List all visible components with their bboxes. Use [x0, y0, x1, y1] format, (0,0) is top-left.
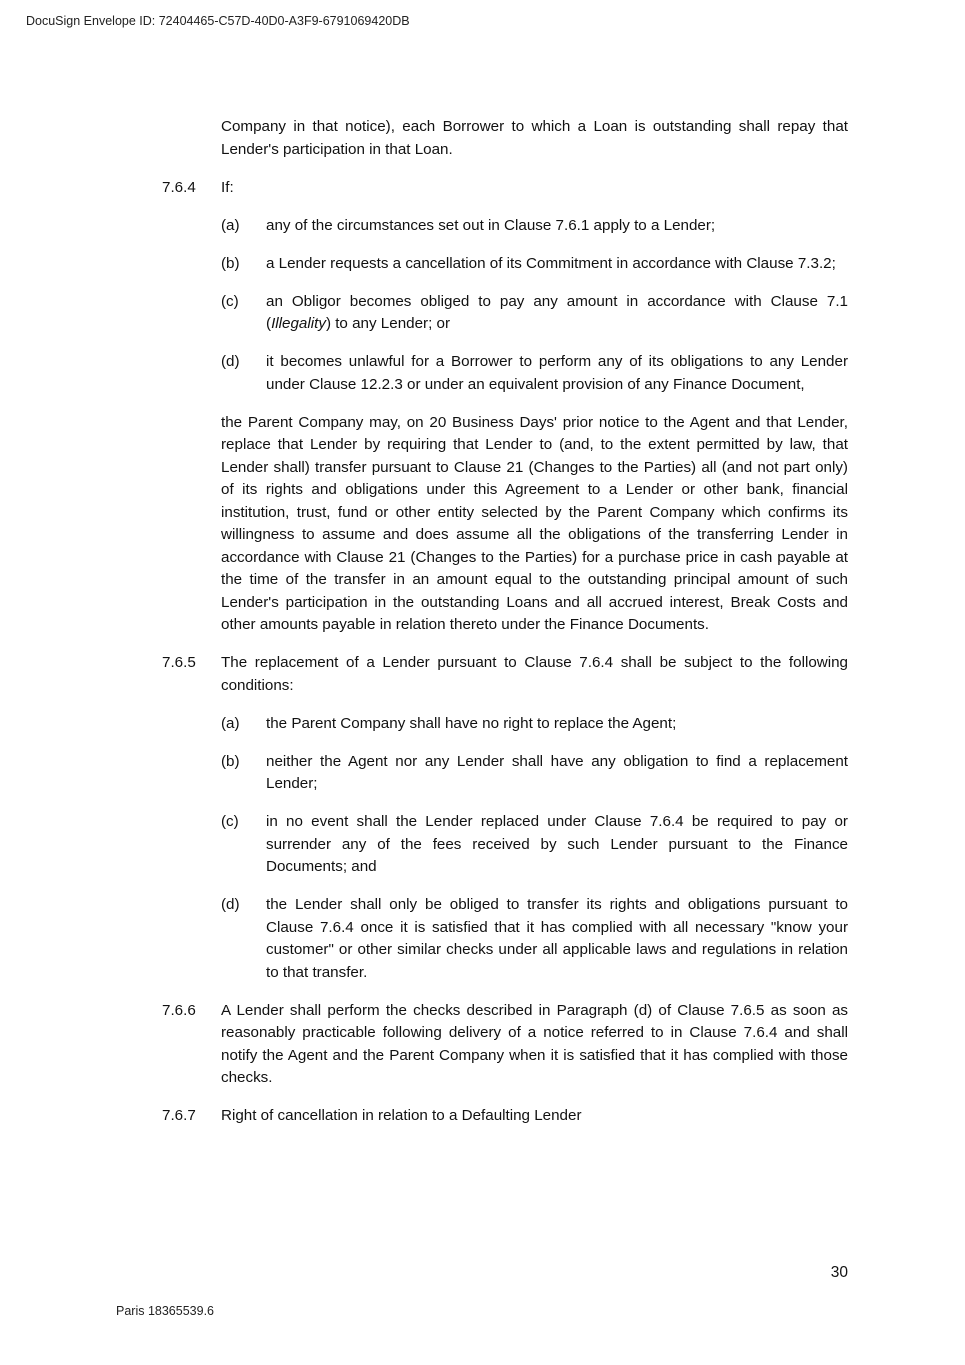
clause-number: 7.6.5: [162, 654, 196, 671]
list-item-d: [221, 351, 848, 396]
clause-intro: If:: [221, 178, 234, 196]
item-label: (c): [221, 292, 239, 310]
item-text: the Parent Company shall have no right to replace the Agent;: [266, 714, 677, 732]
list-item-c: [221, 811, 848, 879]
item-label: (d): [221, 896, 240, 913]
document-body: [162, 116, 848, 1128]
list-item-a: [221, 215, 848, 238]
item-label: (a): [221, 216, 240, 234]
item-text: it becomes unlawful for a Borrower to perform any of its obligations to any Lender under Clause 12.2.3 or under an equivalent provision of any Finance Document,: [266, 353, 848, 393]
clause-7-6-6: [162, 1000, 848, 1090]
list-item-c: [221, 291, 848, 336]
list-item-b: [221, 751, 848, 796]
item-label: (a): [221, 714, 240, 732]
document-reference: Paris 18365539.6: [116, 1304, 214, 1318]
item-text: in no event shall the Lender replaced under Clause 7.6.4 be required to pay or surrender any of the fees received by such Lender pursuant to the Finance Documents; and: [266, 813, 848, 875]
item-text-emphasis: Illegality: [271, 315, 326, 332]
clause-text: A Lender shall perform the checks described in Paragraph (d) of Clause 7.6.5 as soon as reasonably practicable following delivery of a notice referred to in Clause 7.6.4 and shall notify the Agent and the Parent Company when it is satisfied that it has complied with those checks.: [221, 1001, 848, 1086]
item-text-pre: an Obligor becomes obliged to pay any amount in accordance with Clause 7.1 (: [266, 292, 848, 332]
item-text-post: ) to any Lender; or: [325, 315, 451, 332]
item-text: neither the Agent nor any Lender shall have any obligation to find a replacement Lender;: [266, 752, 848, 792]
item-text: [266, 291, 848, 336]
clause-7-6-4-tail: the Parent Company may, on 20 Business Days' prior notice to the Agent and that Lender, replace that Lender by requiring that Lender to (and, to the extent permitted by law, that Lender shall) transfer pursuant to Clause 21 (Changes to the Parties) all (and not part only) of its rights and obligations under this Agreement to a Lender or other bank, financial institution, trust, fund or other entity selected by the Parent Company which confirms its willingness to assume and does assume all the obligations of the transferring Lender in accordance with Clause 21 (Changes to the Parties) for a purchase price in cash payable at the time of the transfer in an amount equal to the outstanding principal amount of such Lender's participation in the outstanding Loans and all accrued interest, Break Costs and other amounts payable in relation thereto under the Finance Documents.: [221, 413, 848, 633]
item-label: (d): [221, 353, 240, 370]
item-text: a Lender requests a cancellation of its Commitment in accordance with Clause 7.3.2;: [266, 254, 836, 272]
clause-7-6-7: [162, 1105, 848, 1128]
clause-number: 7.6.4: [162, 178, 196, 196]
item-label: (c): [221, 813, 239, 830]
list-item-b: [221, 253, 848, 276]
envelope-id-header: DocuSign Envelope ID: 72404465-C57D-40D0-A3F9-6791069420DB: [26, 14, 410, 28]
item-label: (b): [221, 752, 240, 770]
clause-7-6-4: [162, 177, 848, 200]
item-label: (b): [221, 254, 240, 272]
page-number: 30: [830, 1264, 848, 1281]
continuation-paragraph: Company in that notice), each Borrower to which a Loan is outstanding shall repay that Lender's participation in that Loan.: [221, 118, 848, 158]
item-text: the Lender shall only be obliged to transfer its rights and obligations pursuant to Clause 7.6.4 once it is satisfied that it has complied with all necessary "know your customer" or other similar checks under all applicable laws and regulations in relation to that transfer.: [266, 896, 848, 981]
clause-number: 7.6.6: [162, 1001, 196, 1019]
clause-intro: The replacement of a Lender pursuant to Clause 7.6.4 shall be subject to the following conditions:: [221, 654, 848, 694]
list-item-d: [221, 894, 848, 984]
item-text: any of the circumstances set out in Clause 7.6.1 apply to a Lender;: [266, 216, 716, 234]
clause-heading: Right of cancellation in relation to a Defaulting Lender: [221, 1107, 582, 1124]
clause-7-6-5: [162, 652, 848, 697]
list-item-a: [221, 713, 848, 736]
clause-number: 7.6.7: [162, 1107, 196, 1124]
